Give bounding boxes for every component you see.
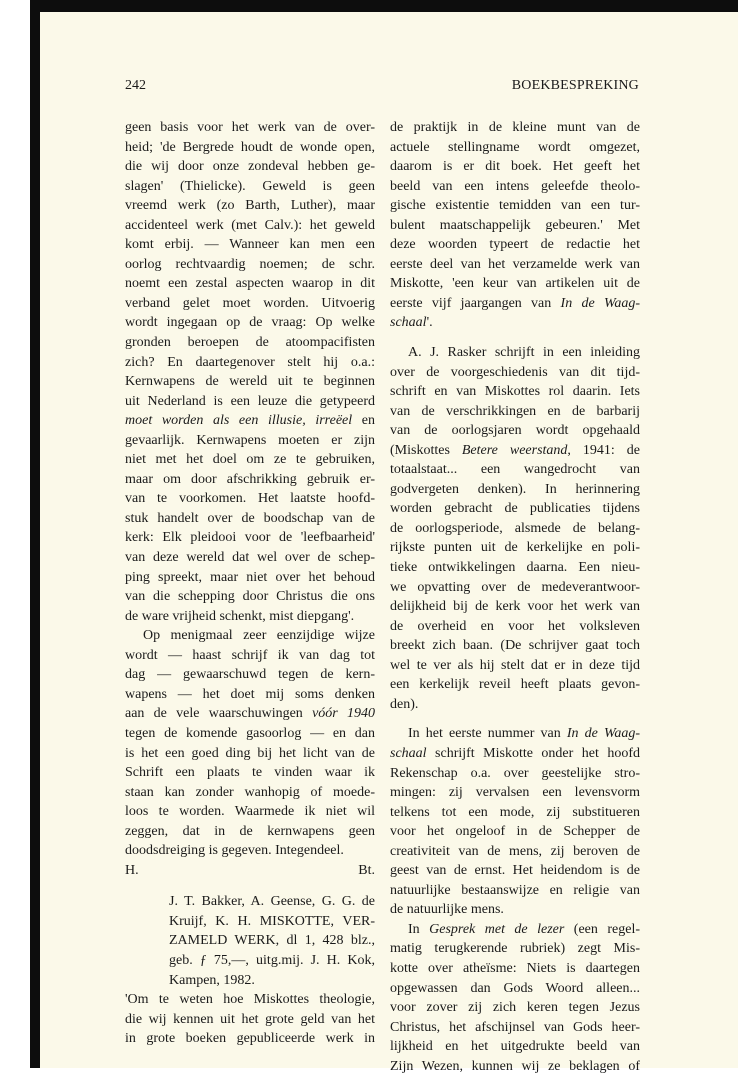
text-line: voor het ongeloof in de Schepper de [390, 824, 640, 840]
text-line: rijkste punten uit de kerkelijke en poli- [390, 540, 640, 556]
text-line: wel te ver als hij stelt dat er in deze tijd [390, 657, 640, 673]
text-line: slagen' (Thielicke). Geweld is geen [125, 178, 375, 194]
text-line: Kruijf, K. H. MISKOTTE, VER- [169, 913, 375, 929]
text-line: maar om door afschrikking gebruik er- [125, 471, 375, 487]
text-line: oorlog rechtvaardig noemen; de schr. [125, 256, 375, 272]
text-line: wordt ingegaan op de vraag: Op welke [125, 315, 375, 331]
text-line: lijkheid en het uitgedrukte beeld van [390, 1039, 640, 1055]
text-line: Rekenschap o.a. over geestelijke stro- [390, 765, 640, 781]
text-line: heid; 'de Bergrede houdt de wonde open, [125, 139, 375, 155]
text-line: 'Om te weten hoe Miskottes theologie, [125, 992, 375, 1008]
text-line: delijkheid bij de kerk voor het werk van [390, 599, 640, 615]
text-line: Kampen, 1982. [169, 972, 255, 988]
left-paragraph-1 [125, 118, 375, 626]
text-line: die wij door onze zondeval hebben ge- [125, 159, 375, 175]
text-line: ping spreekt, maar niet over het behoud [125, 569, 375, 585]
text-line: komt erbij. — Wanneer kan men een [125, 237, 375, 253]
text-line: Schrift een plaats te vinden waar ik [125, 765, 375, 781]
text-line: Zijn Wezen, kunnen wij ze beklagen of [390, 1058, 640, 1074]
scan-edge-left [30, 0, 40, 1068]
signature-author: Bt. [358, 862, 375, 878]
text-line: (Miskottes Betere weerstand, 1941: de [390, 442, 640, 458]
scan-edge-top [30, 0, 738, 12]
text-line: kotte over atheïsme: Niets is daartegen [390, 960, 640, 976]
text-line: godvergeten denken). In herinnering [390, 481, 640, 497]
right-paragraph-1 [390, 118, 640, 333]
text-line: creativiteit van de mens, zij beroven de [390, 843, 640, 859]
text-line: ZAMELD WERK, dl 1, 428 blz., [169, 933, 375, 949]
text-line: worden gebracht de publicaties tijdens [390, 501, 640, 517]
text-line: In het eerste nummer van In de Waag- [408, 726, 640, 742]
book-entry [169, 892, 375, 990]
text-line: de praktijk in de kleine munt van de [390, 120, 640, 135]
text-line: In Gesprek met de lezer (een regel- [408, 921, 640, 937]
text-line: tegen de komende gasoorlog — en dan [125, 725, 375, 741]
text-line: totaalstaat... een wangedrocht van [390, 462, 640, 478]
text-line: natuurlijke bestaanswijze en religie van [390, 882, 640, 898]
text-line: deze woorden typeert de redactie het [390, 237, 640, 253]
review-signature [125, 861, 375, 881]
text-line: Kernwapens de wereld uit te beginnen [125, 374, 375, 390]
text-line: de overheid en voor het volksleven [390, 618, 640, 634]
text-line: moet worden als een illusie, irreëel en [125, 413, 375, 429]
text-line: Op menigmaal zeer eenzijdige wijze [143, 628, 375, 644]
text-line: over de voorgeschiedenis van dit tijd- [390, 364, 640, 380]
text-line: in grote boeken gepubliceerde werk in [125, 1031, 375, 1047]
text-line: gische existentie temidden van een tur- [390, 198, 640, 214]
text-line: de ware vrijheid schenkt, mist diepgang'. [125, 608, 355, 624]
text-line: Miskotte, 'een keur van artikelen uit de [390, 276, 640, 292]
text-line: mingen: zij vervalsen een levensvorm [390, 785, 640, 801]
text-line: geb. ƒ 75,—, uitg.mij. J. H. Kok, [169, 952, 375, 968]
text-line: vreemd werk (zo Barth, Luther), maar [125, 198, 375, 214]
text-line: zich? En daartegenover stelt hij o.a.: [125, 354, 375, 370]
text-line: opgewassen dan Gods Woord alleen... [390, 980, 640, 996]
text-line: van te voorkomen. Het laatste hoofd- [125, 491, 375, 507]
text-line: zeggen, dat in de kernwapens geen [125, 823, 375, 839]
text-line: dag — gewaarschuwd tegen de kern- [125, 667, 375, 683]
text-line: kerk: Elk pleidooi voor de 'leefbaarheid' [125, 530, 375, 546]
text-line: schrift en van Miskottes rol daarin. Iets [390, 384, 640, 400]
text-line: telkens tot een mode, zij substitueren [390, 804, 640, 820]
text-line: gevaarlijk. Kernwapens moeten er zijn [125, 432, 375, 448]
text-line: matig terugkerende rubriek) zegt Mis- [390, 941, 640, 957]
text-line: J. T. Bakker, A. Geense, G. G. de [169, 894, 375, 910]
text-line: voor zover zij zich keren tegen Jezus [390, 1000, 640, 1016]
right-paragraph-3 [390, 724, 640, 919]
running-head: BOEKBESPREKING [511, 78, 639, 93]
text-line: actuele stellingname wordt omgezet, [390, 139, 640, 155]
text-line: eerste deel van het verzamelde werk van [390, 256, 640, 272]
text-line: aan de vele waarschuwingen vóór 1940 [125, 706, 375, 722]
text-line: is het een goed ding bij het licht van de [125, 745, 375, 761]
text-line: doodsdreiging is gegeven. Integendeel. [125, 843, 344, 859]
text-line: bulent maatschappelijk gebeuren.' Met [390, 217, 640, 233]
text-line: den). [390, 696, 419, 712]
text-line: accidenteel werk (met Calv.): het geweld [125, 217, 375, 233]
text-line: gronden beroepen de atoompacifisten [125, 335, 375, 351]
text-line: van de verschrikkingen en de barbarij [390, 403, 640, 419]
right-paragraph-2 [390, 343, 640, 714]
text-line: de natuurlijke mens. [390, 902, 504, 918]
right-column [390, 118, 640, 1076]
text-line: wapens — het doet mij soms denken [125, 686, 375, 702]
text-line: loos te worden. Waarmede ik niet wil [125, 804, 375, 820]
scan-margin [0, 0, 30, 1068]
text-line: geest van de ernst. Het heidendom is de [390, 863, 640, 879]
text-line: van die schepping door Christus die ons [125, 589, 375, 605]
left-paragraph-2 [125, 626, 375, 861]
text-line: een kerkelijk reveil heeft plaats gevon- [390, 677, 640, 693]
text-line: A. J. Rasker schrijft in een inleiding [408, 345, 640, 361]
left-paragraph-3 [125, 990, 375, 1049]
text-line: van deze wereld dat wel over de schep- [125, 550, 375, 566]
text-line: verband gelet moet worden. Uitvoerig [125, 295, 375, 311]
text-line: schaal schrijft Miskotte onder het hoofd [390, 745, 640, 761]
text-line: eerste vijf jaargangen van In de Waag- [390, 295, 640, 311]
text-line: stuk handelt over de boodschap van de [125, 510, 375, 526]
signature-initial: H. [125, 862, 139, 878]
text-line: wordt — haast schrijf ik van dag tot [125, 647, 375, 663]
text-line: die wij kennen uit het grote geld van het [125, 1011, 375, 1027]
left-column [125, 118, 375, 1049]
text-line: breekt zich baan. (De schrijver gaat toch [390, 638, 640, 654]
text-line: tieke ontwikkelingen daarna. Een nieu- [390, 560, 640, 576]
text-line: staan kan zonder wanhopig of moede- [125, 784, 375, 800]
text-line: daarom is er dit boek. Het geeft het [390, 159, 640, 175]
text-line: van de oorlogsjaren wordt opgehaald [390, 423, 640, 439]
text-line: beeld van een intens geleefde theolo- [390, 178, 640, 194]
text-line: uit Nederland is een leuze die getypeerd [125, 393, 375, 409]
text-line: Christus, het afschijnsel van Gods heer- [390, 1019, 640, 1035]
page-number: 242 [125, 78, 146, 93]
text-line: de oorlogsperiode, alsmede de belang- [390, 520, 640, 536]
text-line: schaal'. [390, 315, 433, 331]
text-line: geen basis voor het werk van de over- [125, 120, 375, 135]
text-line: we opvatting over de medeverantwoor- [390, 579, 640, 595]
text-line: noemt een zestal aspecten waarop in dit [125, 276, 375, 292]
text-line: niet met het doel om ze te gebruiken, [125, 452, 375, 468]
right-paragraph-4 [390, 920, 640, 1076]
